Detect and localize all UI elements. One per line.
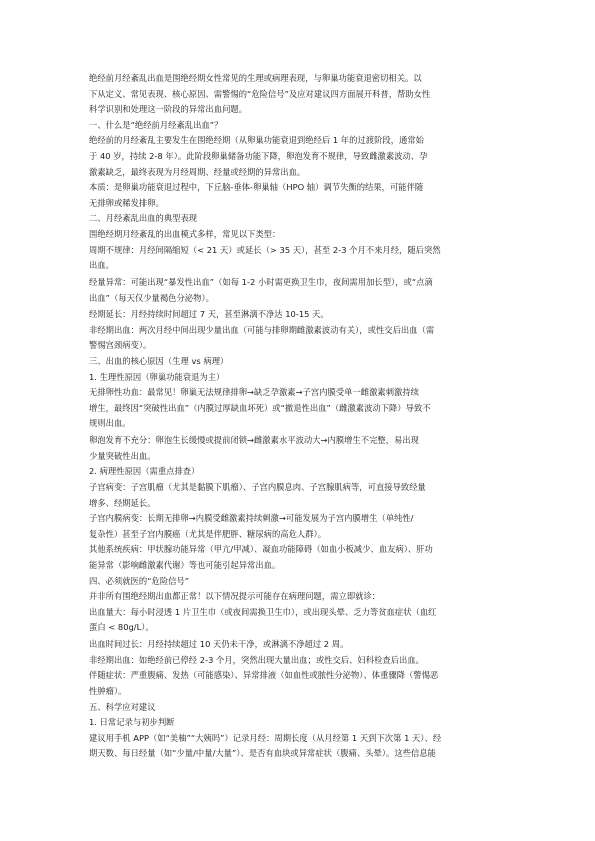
section-4-heading: 四、必须就医的“危险信号” [89, 575, 190, 586]
paragraph-line: 激素缺乏，最终表现为月经周期、经量或经期的异常出血。 [89, 166, 306, 177]
paragraph-line: 本质：是卵巢功能衰退过程中，下丘脑-垂体-卵巢轴（HPO 轴）调节失衡的结果，可能伴随 [89, 182, 424, 193]
paragraph-line: 蛋白 < 80g/L）。 [89, 622, 154, 633]
paragraph-line: 无排卵或稀发排卵。 [89, 197, 164, 208]
intro-line-2: 下从定义、常见表现、核心原因、需警惕的“危险信号”及应对建议四方面展开科普，帮助女性 [89, 88, 431, 99]
section-5-heading: 五、科学应对建议 [89, 701, 156, 712]
paragraph-line: 子宫病变：子宫肌瘤（尤其是黏膜下肌瘤）、子宫内膜息肉、子宫腺肌病等，可直接导致经量 [89, 482, 426, 492]
intro-line-1: 绝经前月经紊乱出血是围绝经期女性常见的生理或病理表现，与卵巢功能衰退密切相关。以 [89, 73, 422, 83]
section-3-heading: 三、出血的核心原因（生理 vs 病理） [89, 356, 229, 367]
section-2-heading: 二、月经紊乱出血的典型表现 [89, 213, 198, 224]
paragraph-line: 能异常（影响雌激素代谢）等也可能引起异常出血。 [89, 559, 281, 570]
paragraph-line: 伴随症状：严重腹痛、发热（可能感染）、异常排液（如血性或脓性分泌物）、体重骤降（警惕恶 [89, 670, 439, 681]
paragraph-line: 出血量大：每小时浸透 1 片卫生巾（或夜间需换卫生巾），或出现头晕、乏力等贫血症状（血红 [89, 606, 437, 617]
paragraph-line: 警惕宫颈病变）。 [89, 340, 152, 351]
subsection-2-heading: 2. 病理性原因（需重点排查） [89, 466, 200, 477]
paragraph-line: 经期延长：月经持续时间超过 7 天，甚至淋漓不净达 10-15 天。 [89, 309, 329, 320]
paragraph-line: 非经期出血：如绝经前已停经 2-3 个月，突然出现大量出血；或性交后、妇科检查后出血。 [89, 654, 424, 665]
intro-line-3: 科学识别和处理这一阶段的异常出血问题。 [89, 104, 248, 115]
paragraph-line: 复杂性）甚至子宫内膜癌（尤其是伴肥胖、糖尿病的高危人群）。 [89, 528, 327, 539]
paragraph-line: 出血时间过长：月经持续超过 10 天仍未干净，或淋漓不净超过 2 周。 [89, 639, 349, 650]
section-1-heading: 一、什么是“绝经前月经紊乱出血”？ [89, 119, 223, 130]
paragraph-line: 于 40 岁，持续 2-8 年）。此阶段卵巢储备功能下降，卵泡发育不规律，导致雌激素波动、孕 [89, 150, 428, 161]
paragraph-line: 卵泡发育不充分：卵泡生长缓慢或提前闭锁→雌激素水平波动大→内膜增生不完整，易出现 [89, 435, 419, 446]
paragraph-line: 出血。 [89, 260, 114, 271]
paragraph-line: 规则出血。 [89, 418, 131, 429]
paragraph-line: 子宫内膜病变：长期无排卵→内膜受雌激素持续刺激→可能发展为子宫内膜增生（单纯性/ [89, 513, 414, 524]
paragraph-line: 经量异常：可能出现“暴发性出血”（如每 1-2 小时需更换卫生巾，夜间需用加长型），或“点滴 [89, 276, 433, 287]
paragraph-line: 非经期出血：两次月经中间出现少量出血（可能与排卵期雌激素波动有关），或性交后出血（需 [89, 324, 435, 335]
subsection-1-heading: 1. 生理性原因（卵巢功能衰退为主） [89, 371, 225, 382]
paragraph-line: 性肿瘤）。 [89, 685, 127, 696]
paragraph-line: 增生，最终因“突破性出血”（内膜过厚缺血坏死）或“撤退性出血”（雌激素波动下降）导致不 [89, 402, 431, 413]
paragraph-line: 无排卵性功血：最常见！卵巢无法规律排卵→缺乏孕激素→子宫内膜受单一雌激素刺激持续 [89, 387, 419, 398]
subsection-heading: 1. 日常记录与初步判断 [89, 717, 175, 728]
paragraph-line: 期天数、每日经量（如“少量/中量/大量”）、是否有血块或异常症状（腹痛、头晕）。这些信息能 [89, 748, 436, 759]
paragraph-line: 周期不规律：月经间隔缩短（< 21 天）或延长（> 35 天），甚至 2-3 个月不来月经，随后突然 [89, 244, 441, 255]
paragraph-line: 绝经前的月经紊乱主要发生在围绝经期（从卵巢功能衰退到绝经后 1 年的过渡阶段，通常始 [89, 135, 424, 146]
paragraph-line: 增多、经期延长。 [89, 497, 156, 508]
paragraph-line: 其他系统疾病：甲状腺功能异常（甲亢/甲减）、凝血功能障碍（如血小板减少、血友病）、肝功 [89, 544, 433, 555]
paragraph-line: 建议用手机 APP（如“美柚”“大姨吗”）记录月经：周期长度（从月经第 1 天到下次第 1 天）、经 [89, 732, 442, 743]
paragraph-line: 少量突破性出血。 [89, 450, 156, 461]
document-body [89, 71, 509, 762]
paragraph-line: 并非所有围绝经期出血都正常！以下情况提示可能存在病理问题，需立即就诊： [89, 591, 381, 602]
paragraph-line: 围绝经期月经紊乱的出血模式多样，常见以下类型： [89, 228, 281, 239]
paragraph-line: 出血”（每天仅少量褐色分泌物）。 [89, 292, 214, 303]
